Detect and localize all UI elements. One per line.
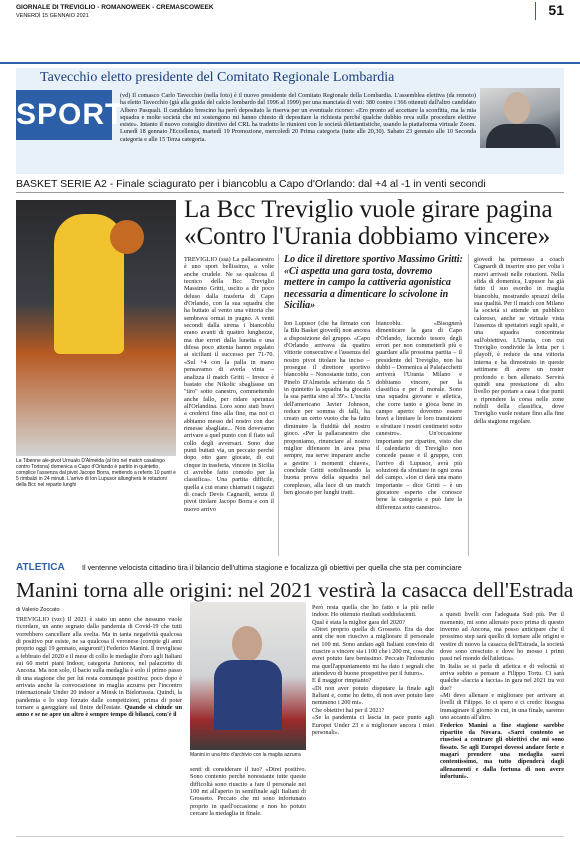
basket-column-4: giovedì ha permesso a coach Cagnardi di inserire uno per volta i nuovi arrivati nelle rotazioni. Nella sfida di domenica, Lupusor ha già fatto il suo esordio in maglia biancoblu, mostrando sprazzi della sua qualità. Per il match con Milano la società si attende un pubblico caloroso, anche se virtuale vista l'assenza di spettatori sugli spalti, e una squadra concentrata sull'obiettivo. L'Urania, con cui Treviglio condivide la lotta per i playoff, è reduce da una vittoria interna e ha dimostrato in queste settimane di avere un roster profondo e ben allenato. Servirà quindi una prestazione di alto livello per portare a casa i due punti e riprendere la corsa nelle zone nobili della classifica, dove Treviglio vuole restare fino alla fine della stagione regolare. — [474, 256, 564, 425]
issue-date: VENERDÌ 15 GENNAIO 2021 — [16, 13, 89, 19]
basket-col1-text: TREVIGLIO (ssa) La pallacanestro è uno sport bellissimo, a volte anche crudele. Ne sa qualcosa il tecnico della Bcc Treviglio Massimo Gritti, uscito a dir poco deluso dalla trasferta di Capo d'Orlando, con la sua squadra che ha buttato al vento una vittoria che sembrava ormai in pugno. A venti secondi dalla sirena i biancoblu erano avanti di quattro lunghezze, ma due errori dalla lunetta e una difesa poco attenta hanno regalato ai siciliani il successo per 71-70. «Sul +4 con la palla in mano pensavamo di averla vinta – analizza il match Gritti – Invece è bastato che Nikolic sbagliasse un "tiro" sotto canestro, commettendo anche fallo, per ridare speranza all'Orlandina. Loro sono stati bravi a crederci fino alla fine, ma noi ci abbiamo messo del nostro con due rimesse sbagliate... Non dovevamo arrivare a quel punto con il fiato sul collo degli avversari. Sono due punti buttati via, un peccato perché dopo otto gare giocate, di cui cinque in trasferta, vincere in Sicilia ci avrebbe fatto comodo per la classifica». — [184, 256, 274, 484]
section-label: SPORT — [16, 90, 112, 140]
basket-intro: Lo dice il direttore sportivo Massimo Gritti: «Ci aspetta una gara tosta, dovremo mettere in campo la cattiveria agonistica necessaria a dimenticare lo scivolone in Sicilia» — [284, 254, 463, 311]
page-number-divider — [535, 2, 536, 20]
atletica-headline: Manini torna alle origini: nel 2021 vestirà la casacca dell'Estrada — [16, 578, 574, 602]
page-header — [0, 40, 580, 64]
column-divider — [278, 254, 279, 556]
manini-photo-caption: Manini in una foto d'archivio con la maglia azzurra — [190, 752, 301, 758]
atletica-column-3 — [440, 604, 564, 834]
basket-kicker: BASKET SERIE A2 - Finale sciagurato per i biancoblu a Capo d'Orlando: dal +4 al -1 in venti secondi — [16, 178, 486, 190]
basket-column-2: Ion Lupusor (che ha firmato con la Blu Basket giovedì) non ancora a disposizione del gruppo. «Capo d'Orlando arrivava da quattro vittorie consecutive e l'assenza del nostro pivot titolare ha inciso – prosegue il direttore sportivo biancoblu – Nonostante tutto, con Pinelo D'Almeida schierato da 5 in quintetto la squadra ha giocato la sua partita sino al 39'». L'uscita dell'americano Javier Johnson, reduce per somma di falli, ha creato un certo vuoto che ha fatto diminuire la fluidità del nostro gioco. «Per la pallacanestro che proponiamo, rinunciare al nostro miglior difensore in area pesa sempre, ma serve imparare anche a gestire i momenti chiave», conclude Gritti sottolineando la buona prova della squadra nel complesso, alla luce di un match ben giocato per lunghi tratti. — [284, 320, 370, 496]
page-number: 51 — [548, 2, 564, 18]
basket-column-3: biancoblu. «Bisognerà dimenticare la gara di Capo d'Orlando, facendo tesoro degli errori per non commetterli più e guardare alla prossima partita – il presidente del Treviglio, non ha dubbi – Domenica al Palafacchetti arriverà l'Urania Milano e dobbiamo vincere, per la classifica e per il morale. Sono una squadra giovane e atletica, che corre tanto e gioca bene in campo aperto: dovremo essere bravi a limitare le loro transizioni e sfruttare i nostri centimetri sotto canestro». Un'occasione importante per ripartire, visto che il calendario di Treviglio non concede pause e il gruppo, con l'arrivo di Lupusor, avrà più soluzioni da sfruttare in ogni zona del campo. «Ion ci darà una mano importante – dice Gritti – è un giocatore esperto che conosce bene la categoria e può fare la differenza sotto canestro». — [376, 320, 462, 511]
atletica-col1-text: TREVIGLIO (vzc) Il 2021 è stato un anno che nessuno vuole ricordare, un anno segnato dalla pandemia di Covid-19 che tutti vorrebbero cancellare alla svelta. Ma in tanta negatività qualcosa di positivo pur esiste, ne sa qualcosa il veronese (compie gli anni proprio oggi 19 gennaio, auguroni!) Federico Manini. Il trevigliese a febbraio del 2020 e il mese di collo le medaglie d'oro agli Italiani sui 60 metri piani Indoor, categoria Juniores, nel palazzetto di Ancona. Ma non solo, il bacio sulla medaglia è solo il primo passo di una stagione che per lui resta comunque positiva: poco dopo è arrivata anche la convocazione in maglia azzurra per l'incontro internazionale Under 20 indoor a Minsk in Bielorussia. Quindi, la pandemia e lo stop forzato dalle competizioni, prima di poter tornare a gareggiare sul finire dell'estate. — [16, 616, 182, 712]
basketball — [110, 220, 144, 254]
basket-column-1 — [184, 256, 274, 556]
article-byline: di Valerio Zoccato — [16, 607, 60, 613]
atletica-kicker: Il ventenne velocista cittadino tira il bilancio dell'ultima stagione e focalizza gli obiettivi per quella che sta per cominciare — [82, 563, 462, 572]
basket-headline — [184, 196, 564, 250]
basket-col1b-text: Una partita difficile, quella a cui erano chiamati i ragazzi di coach Devis Cagnardi, senza il pivot titolare Jacopo Borra e con il nuovo arrivo — [184, 476, 274, 513]
athlete-head — [232, 626, 262, 662]
sport-box-title: Tavecchio eletto presidente del Comitato Regionale Lombardia — [40, 70, 395, 85]
footer-rule — [16, 836, 564, 837]
publication-info — [16, 4, 336, 20]
atletica-column-2: Però resta quella che ho fatto e la più nelle indoor. Ho ottenuto risultati soddisfacenti. Qual è stata la miglior gara del 2020? «Direi proprio quella di Grosseto. Era da due anni che non riuscivo a migliorare il personale nei 100 mt. Sono andato agli Italiani convinto di riuscire a vincere sia i 100 che i 200 mt, cosa che avrei potuto fare benissimo. Peccato l'infortunio ma quell'appuntamento mi ha dato i segnali che attendevo di buone prospettive per il futuro». E il maggior rimpianto? «Di non aver potuto disputare la finale agli Italiani e, come ho detto, di non aver potuto fare nemmeno i 200 mt». Che obiettivi hai per il 2021? «Se la pandemia ci lascia in pace punto agli Europei Under 23 e a migliorare ancora i miei personali». — [312, 604, 434, 736]
atletica-col1b-text: Quando si chiude un anno e se ne apre un altro è sempre tempo di bilanci, com'è il — [16, 704, 182, 719]
publication-name: GIORNALE DI TREVIGLIO - ROMANOWEEK - CREMASCOWEEK — [16, 4, 214, 11]
atletica-col3b-text: Federico Manini a fine stagione sarebbe ripartito da Novara. «Sarei contento se riuscissi a centrare gli obiettivi che mi sono fissato. Se agli Europei dovessi andare forte e magari prendere una medaglia sarei contentissimo, ma tutto dipenderà dagli allenamenti e dalla fortuna di non avere infortuni». — [440, 721, 564, 780]
basket-photo-caption: La Tibenne ale-pivot Urnualo D'Almeida (al tiro nel match casalingo contro Tortona) domenica a Capo d'Orlando è partito in quintetto, complice l'assenza dal pivot Jacopo Borra, mettendo a referto 10 punti e 5 rimbalzi in 24 minuti. L'arrivo di Ion Lupusor allungherà le rotazioni della Bcc nel reparto lunghi — [16, 458, 176, 488]
section-divider — [16, 192, 564, 193]
portrait-face — [504, 92, 530, 124]
atletica-column-1 — [16, 616, 182, 834]
portrait-suit — [486, 124, 556, 148]
atletica-col3-text: a questi livelli con l'adeguata Sud più. Per il momento, mi sono allenato poco prima di questo inverno ad Ancona, ma posso anticipare che il prossimo step sarà quello di tornare alle origini e vestire di nuovo la casacca dell'Estrada, la società dove sono cresciuto e dove ho mosso i primi passi nel mondo dell'atletica». In Italia se si parla di atletica e di velocità si arriva subito a pensare a Filippo Tortu. Ci sarà qualche «faccia a faccia» in gara nel 2021 tra voi due? «Mi devo allenare e migliorare per arrivare ai livelli di Filippo. Io ci spero e ci credo: bisogna immaginare il giorno in cui, in una finale, saremo uno accanto all'altro. — [440, 611, 564, 722]
basket-headline-line2: «Contro l'Urania dobbiamo vincere» — [184, 223, 551, 250]
athlete-body — [214, 660, 282, 730]
column-divider — [468, 254, 469, 556]
atletica-column-2b: senti di considerare il tuo? «Direi positivo. Sono contento perché nonostante tutte queste difficoltà sono riuscito a fare il personale nei 100 mt all'aperto in semifinale agli Italiani di Grosseto. Peccato che mi sono infortunato proprio in quell'occasione e non ho potuto cercare la medaglia in finale. — [190, 766, 306, 818]
sport-box-body: (vd) Il comasco Carlo Tavecchio (nella foto) è il nuovo presidente del Comitato Regionale della Lombardia. L'assemblea elettiva (da remoto) ha eletto Tavecchio (già alla guida del calcio lombardo dal 1996 al 1999) per una manciata di voti: 380 contro i 366 ottenuti dall'altro candidato Albero Pasquali. Il candidato brescino ha però depositato la riserva per un eventuale ricorso: «Ero pronto ad accettare la sconfitta, ma la mia squadra e molte società che mi sostengono mi hanno chiesto di depositare la richiesta perché qualche dubbio reva sulle procedure elettive esiste». Intanto il nuovo consiglio direttivo del CRL ha tradotto le riunioni con le società dilettantistiche, usando la piattaforma virtuale Zoom. Lunedì 18 gennaio l'Eccellenza, martedì 19 Promozione, mercoledì 20 Prima categoria (tutte alle 20,30). Sabato 23 gennaio alle 10 Seconda categoria e alle 15 Terza categoria. — [120, 92, 476, 143]
basket-headline-line1: La Bcc Treviglio vuole girare pagina — [184, 196, 553, 223]
atletica-section-tag: ATLETICA — [16, 562, 65, 573]
